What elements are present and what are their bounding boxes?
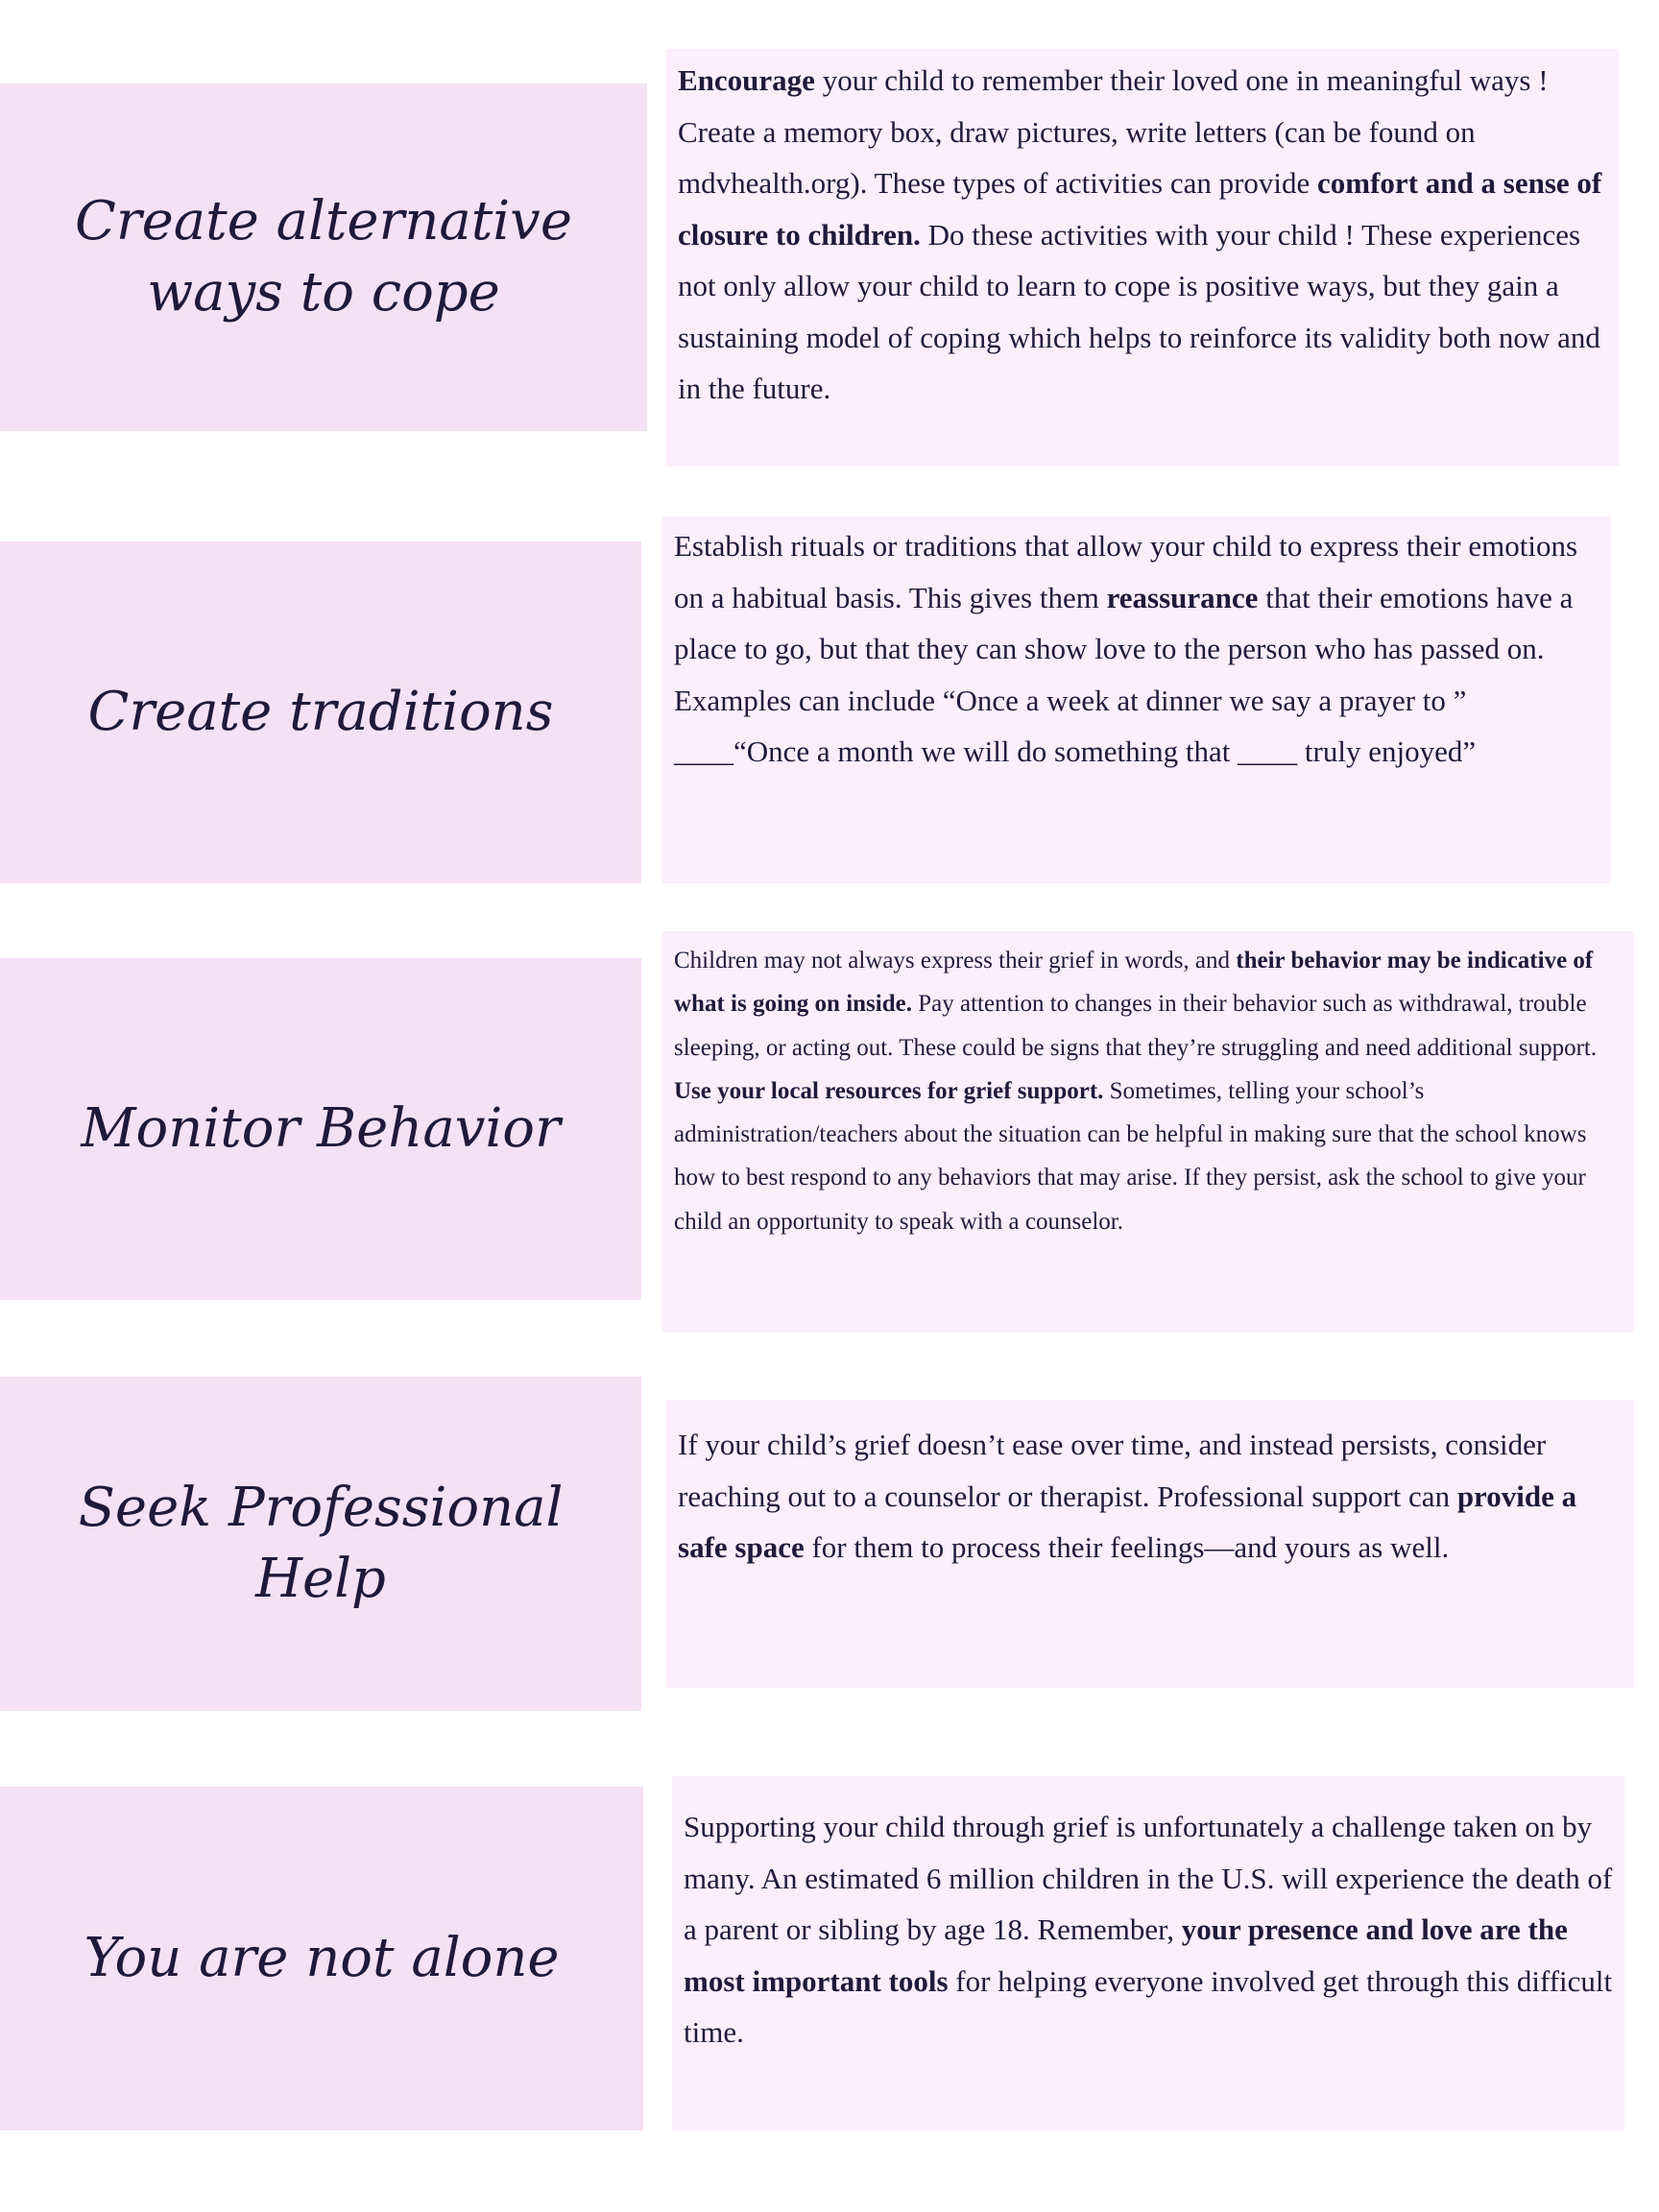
section-body-box (666, 1400, 1634, 1688)
section-title: Create traditions (87, 681, 554, 743)
section-body-box (666, 49, 1619, 466)
body-text-span: Supporting your child through grief is unfortunately a challenge taken on by many. An estimated 6 million children in the U.S. will experience the death of a parent or sibling by age 18. Remember, (684, 1810, 1613, 1946)
body-text-bold: provide a safe space (678, 1479, 1577, 1564)
section-title-box (0, 84, 647, 431)
section-title-box (0, 958, 641, 1300)
body-text-span: for helping everyone involved get through this difficult time. (684, 1963, 1613, 2049)
section-body-text (678, 1419, 1623, 1574)
body-text-span: If your child’s grief doesn’t ease over time, and instead persists, consider reaching out to a counselor or therapist. Professional support can (678, 1428, 1547, 1513)
section-title-box (0, 1377, 641, 1711)
section-body-text (674, 520, 1599, 778)
body-text-span: Sometimes, telling your school’s administration/teachers about the situation can be helpful in making sure that the school knows how to best respond to any behaviors that may arise. If they persist, ask the school to give your child an opportunity to speak with a counselor. (674, 1077, 1587, 1235)
section-body-text (674, 939, 1623, 1243)
section-title: Monitor Behavior (81, 1097, 561, 1160)
section-body-text (684, 1801, 1613, 2058)
body-text-bold: your presence and love are the most important tools (684, 1912, 1568, 1998)
body-text-span: Children may not always express their grief in words, and (674, 948, 1237, 974)
body-text-bold: reassurance (1106, 580, 1259, 614)
section-title-box (0, 1787, 643, 2130)
body-text-span: Pay attention to changes in their behavior such as withdrawal, trouble sleeping, or acting out. These could be signs that they’re struggling and need additional support. (674, 991, 1598, 1061)
section-body-box (662, 517, 1611, 883)
section-title: You are not alone (84, 1927, 560, 1989)
body-text-span: that their emotions have a place to go, but that they can show love to the person who has passed on. Examples can include “Once a week at dinner we say a prayer to ” ____“Once a month we will do something that ____ truly enjoyed” (674, 580, 1574, 768)
body-text-span: your child to remember their loved one in meaningful ways ! Create a memory box, draw pictures, write letters (can be found on mdvhealth.org). These types of activities can provide (678, 63, 1549, 200)
body-text-bold: comfort and a sense of closure to children. (678, 166, 1602, 252)
section-title: Create alternative ways to cope (75, 190, 572, 324)
body-text-span: Do these activities with your child ! These experiences not only allow your child to learn to cope is positive ways, but they gain a sustaining model of coping which helps to reinforce its validity both now and in the future. (678, 217, 1600, 405)
section-title-box (0, 541, 641, 883)
section-body-box (662, 931, 1634, 1333)
section-body-box (672, 1776, 1624, 2130)
body-text-bold: their behavior may be indicative of what is going on inside. (674, 948, 1594, 1018)
section-title: Seek Professional Help (78, 1477, 564, 1610)
body-text-bold: Encourage (678, 63, 815, 97)
body-text-bold: Use your local resources for grief support. (674, 1077, 1104, 1104)
body-text-span: Establish rituals or traditions that allow your child to express their emotions on a habitual basis. This gives them (674, 529, 1578, 614)
body-text-span: for them to process their feelings—and yours as well. (804, 1530, 1450, 1564)
section-body-text (678, 55, 1607, 415)
